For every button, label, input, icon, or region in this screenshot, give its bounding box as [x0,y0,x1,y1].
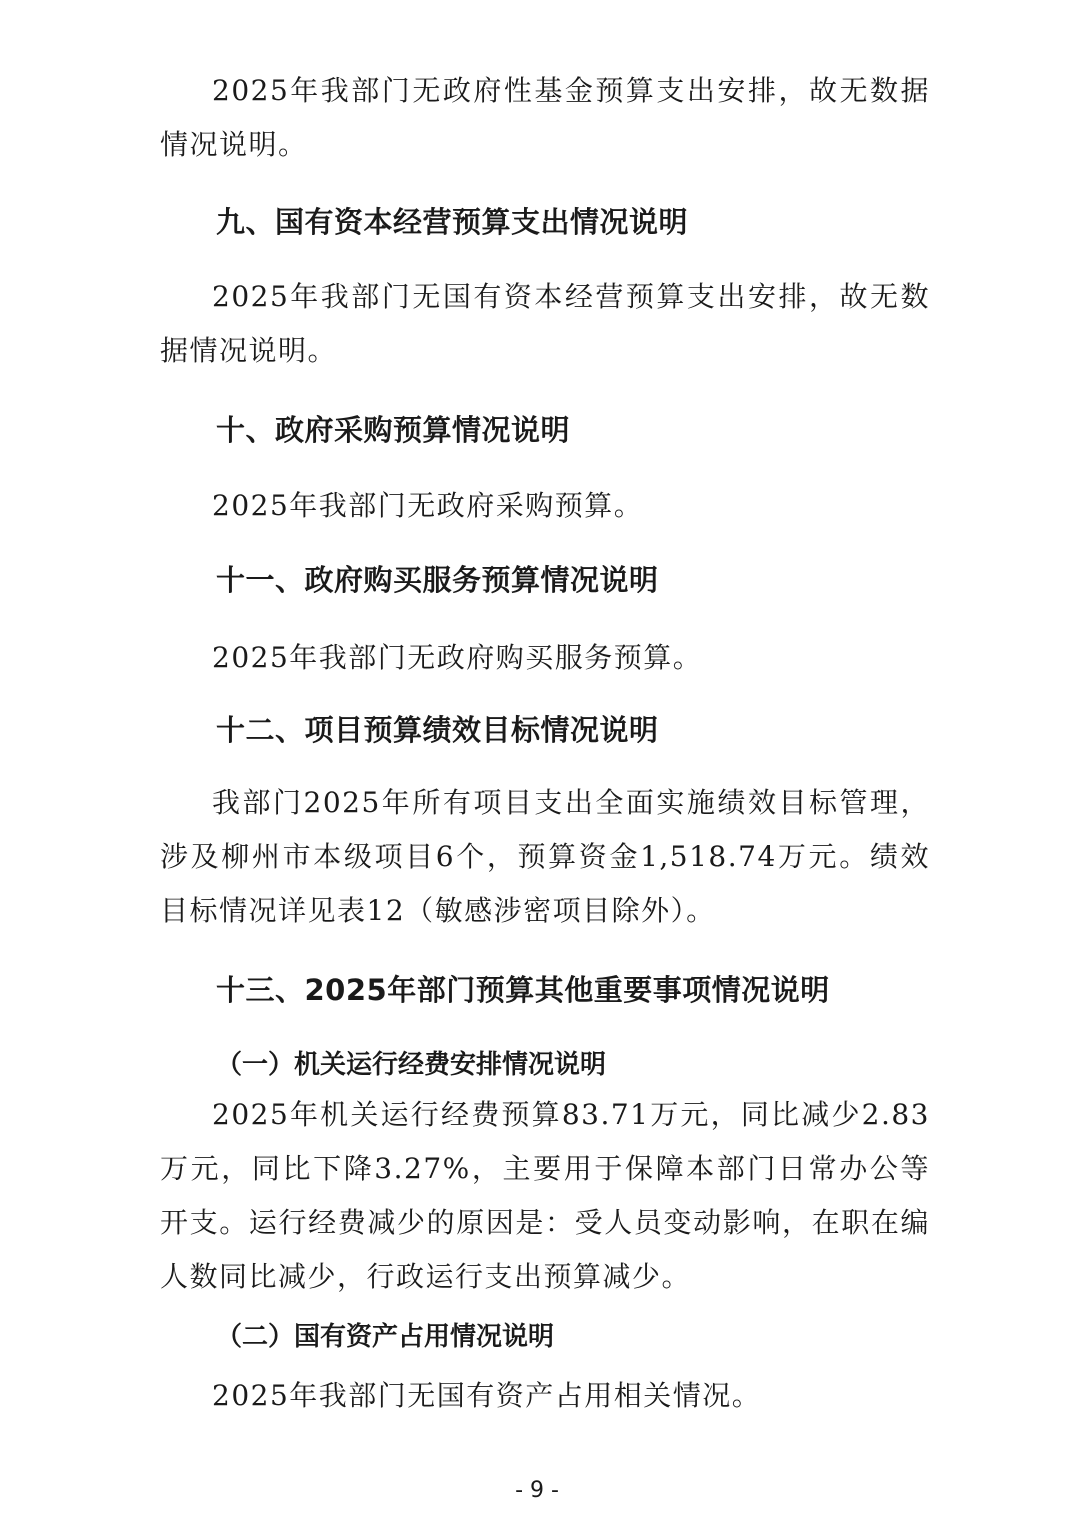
subheading-state-assets: （二）国有资产占用情况说明 [216,1322,555,1352]
paragraph-procurement: 2025年我部门无政府采购预算。 [212,489,644,522]
paragraph-state-assets: 2025年我部门无国有资产占用相关情况。 [212,1379,762,1412]
paragraph-government-fund: 2025年我部门无政府性基金预算支出安排，故无数据情况说明。 [160,74,930,161]
page-number: - 9 - [515,1478,559,1503]
heading-section-9: 九、国有资本经营预算支出情况说明 [216,205,689,239]
heading-section-13: 十三、2025年部门预算其他重要事项情况说明 [216,973,830,1007]
paragraph-operating-funds: 2025年机关运行经费预算83.71万元，同比减少2.83万元，同比下降3.27%，主要用于保障本部门日常办公等开支。运行经费减少的原因是：受人员变动影响，在职在编人数同比减少，行政运行支出预算减少。 [160,1098,930,1293]
heading-section-11: 十一、政府购买服务预算情况说明 [216,563,659,597]
paragraph-state-capital: 2025年我部门无国有资本经营预算支出安排，故无数据情况说明。 [160,280,930,367]
subheading-operating-funds: （一）机关运行经费安排情况说明 [216,1050,607,1080]
heading-section-10: 十、政府采购预算情况说明 [216,413,571,447]
heading-section-12: 十二、项目预算绩效目标情况说明 [216,713,659,747]
paragraph-performance-goals: 我部门2025年所有项目支出全面实施绩效目标管理，涉及柳州市本级项目6个，预算资金1,518.74万元。绩效目标情况详见表12（敏感涉密项目除外）。 [160,786,930,927]
paragraph-service-purchase: 2025年我部门无政府购买服务预算。 [212,641,703,674]
